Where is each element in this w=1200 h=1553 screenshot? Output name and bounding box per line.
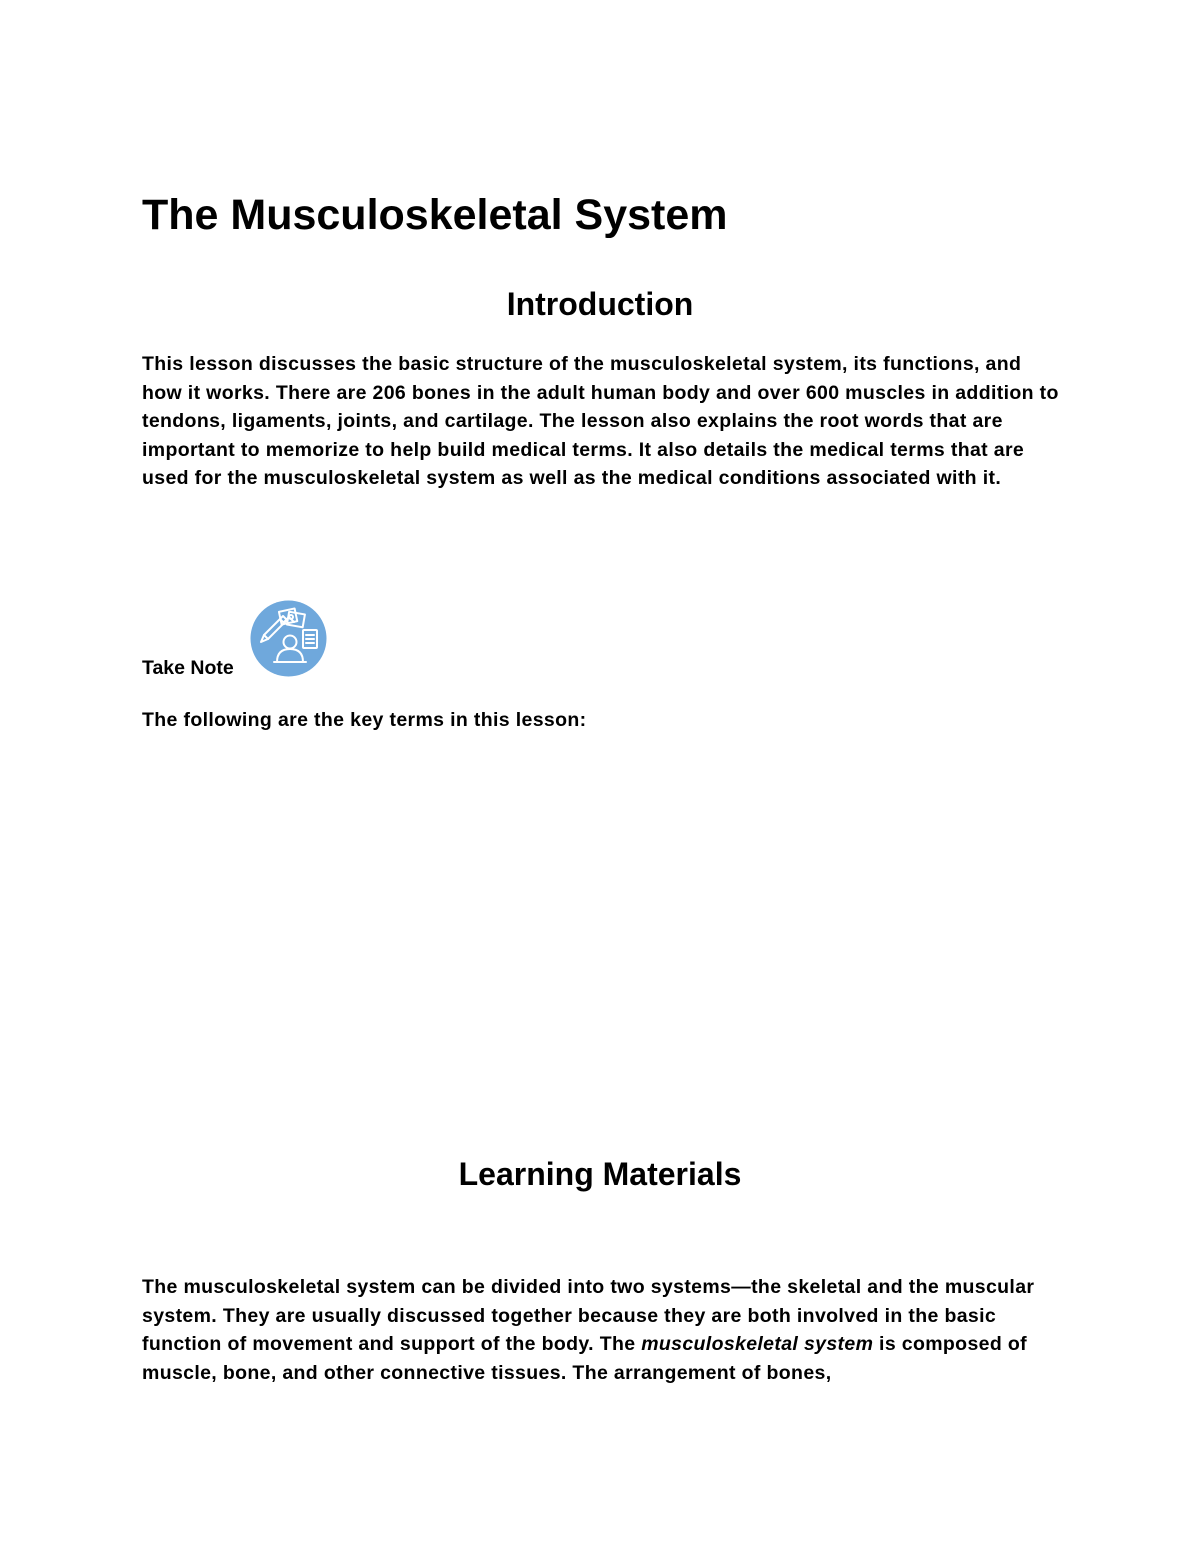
take-note-label: Take Note xyxy=(142,657,234,679)
learning-text-part2: is composed of muscle, bone, and other connective tissues. The arrangement of bones, xyxy=(142,1333,1027,1384)
learning-materials-heading: Learning Materials xyxy=(458,1156,742,1192)
take-note-icon xyxy=(250,600,327,677)
learning-text-part1: The musculoskeletal system can be divided into two systems—the skeletal and the muscular system. They are usually discussed together because they are both involved in the basic function of movement and support of the body. The xyxy=(142,1276,1035,1356)
emphasized-term: musculoskeletal system xyxy=(641,1333,874,1356)
learning-materials-paragraph xyxy=(142,1273,1067,1387)
key-terms-intro: The following are the key terms in this lesson: xyxy=(142,709,587,731)
introduction-heading: Introduction xyxy=(506,286,694,322)
document-title: The Musculoskeletal System xyxy=(142,191,728,239)
introduction-paragraph: This lesson discusses the basic structure of the musculoskeletal system, its functions, and how it works. There are 206 bones in the adult human body and over 600 muscles in addition to tendons, ligaments, joints, and cartilage. The lesson also explains the root words that are important to memorize to help build medical terms. It also details the medical terms that are used for the musculoskeletal system as well as the medical conditions associated with it. xyxy=(142,353,1059,490)
